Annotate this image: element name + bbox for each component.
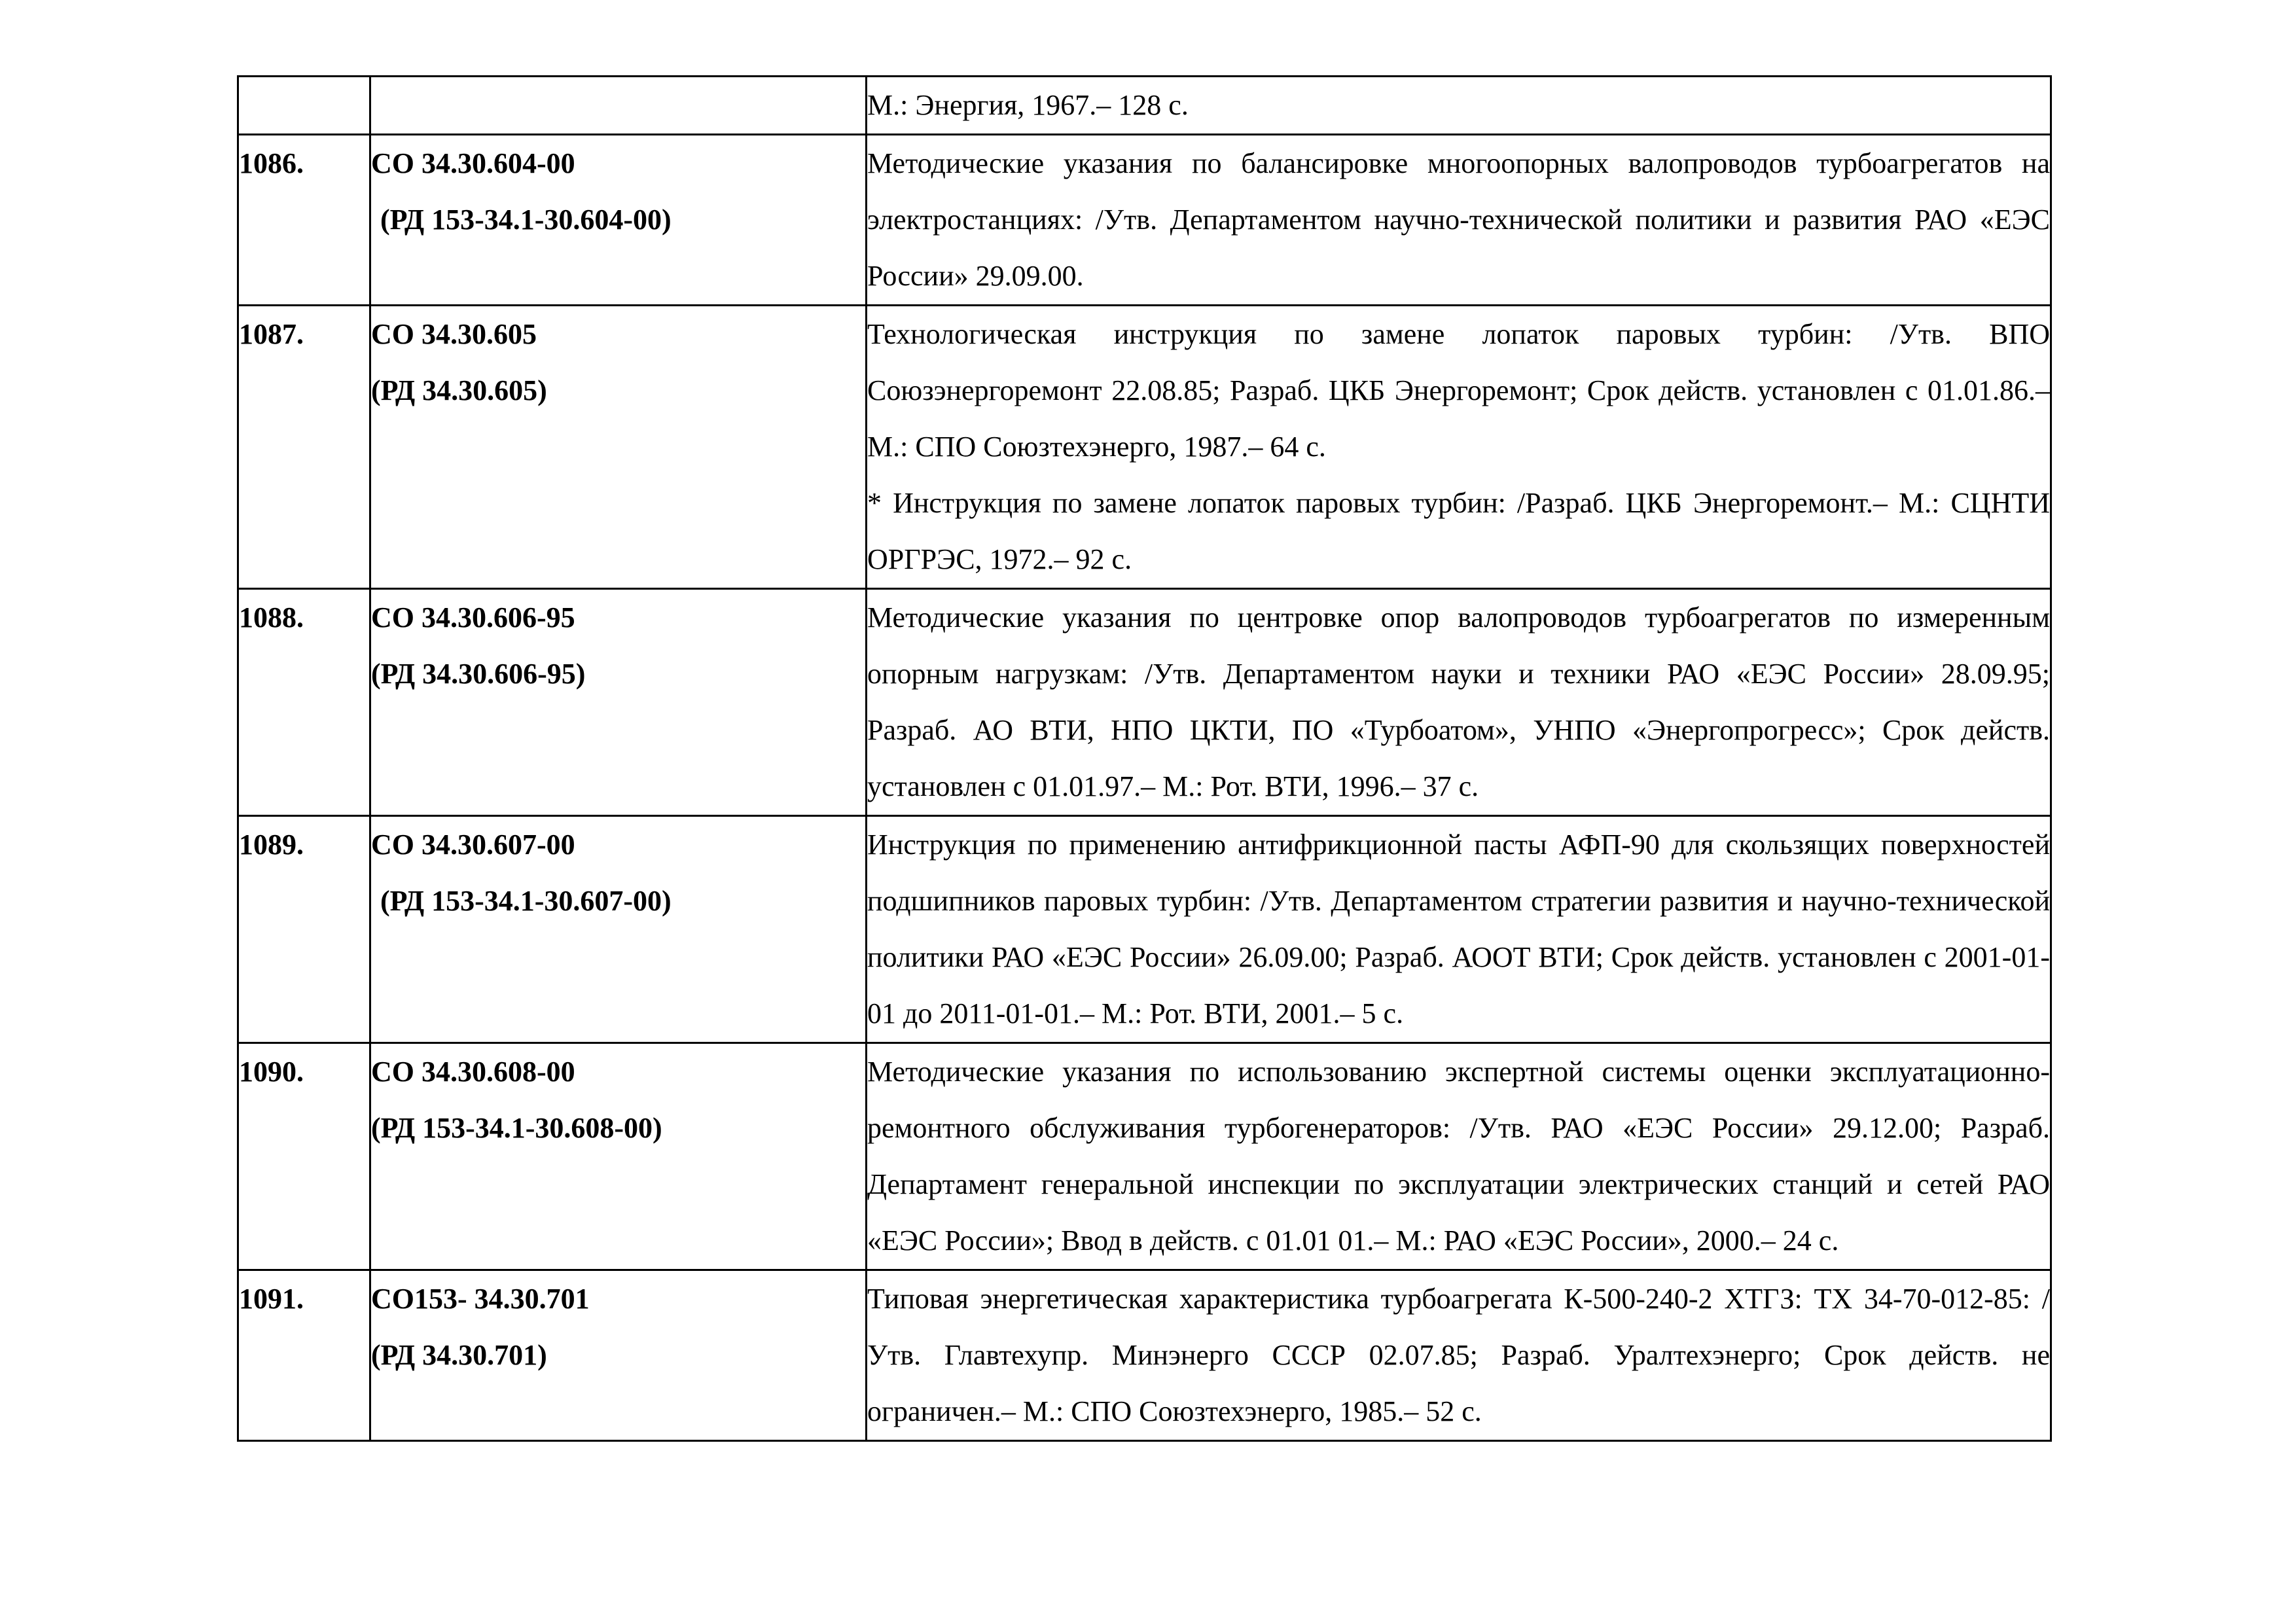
entry-number: 1089. <box>238 816 370 1043</box>
code-designation: СО 34.30.604-00 <box>371 147 575 179</box>
entry-code <box>370 306 867 589</box>
description-paragraph: * Инструкция по замене лопаток паровых турбин: /Разраб. ЦКБ Энергоремонт.– М.: СЦНТИ ОРГРЭС, 1972.– 92 с. <box>867 487 2050 575</box>
entry-code <box>370 816 867 1043</box>
code-designation: СО 34.30.605 <box>371 318 537 350</box>
code-alt-designation: (РД 153-34.1-30.608-00) <box>371 1112 662 1144</box>
table-row <box>238 77 2051 135</box>
description-paragraph: Методические указания по использованию экспертной системы оценки эксплуатационно-ремонтного обслуживания турбогенераторов: /Утв. РАО «ЕЭС России» 29.12.00; Разраб. Департамент генеральной инспекции по эксплуатации электрических станций и сетей РАО «ЕЭС России»; Ввод в действ. с 01.01 01.– М.: РАО «ЕЭС России», 2000.– 24 с. <box>867 1056 2050 1257</box>
description-paragraph: Инструкция по применению антифрикционной пасты АФП-90 для скользящих поверхностей подшипников паровых турбин: /Утв. Департаментом стратегии развития и научно-технической политики РАО «ЕЭС России» 26.09.00; Разраб. АООТ ВТИ; Срок действ. установлен с 2001-01-01 до 2011-01-01.– М.: Рот. ВТИ, 2001.– 5 с. <box>867 829 2050 1029</box>
entry-number: 1091. <box>238 1270 370 1441</box>
code-alt-designation: (РД 34.30.701) <box>371 1339 547 1371</box>
entry-number: 1090. <box>238 1043 370 1270</box>
entry-description <box>867 589 2051 816</box>
entry-number: 1086. <box>238 135 370 306</box>
description-paragraph: Методические указания по центровке опор валопроводов турбоагрегатов по измеренным опорным нагрузкам: /Утв. Департаментом науки и техники РАО «ЕЭС России» 28.09.95; Разраб. АО ВТИ, НПО ЦКТИ, ПО «Турбоатом», УНПО «Энергопрогресс»; Срок действ. установлен с 01.01.97.– М.: Рот. ВТИ, 1996.– 37 с. <box>867 601 2050 802</box>
entry-code <box>370 1270 867 1441</box>
code-designation: СО 34.30.608-00 <box>371 1056 575 1088</box>
code-alt-designation: (РД 153-34.1-30.607-00) <box>380 885 672 917</box>
code-designation: СО 34.30.606-95 <box>371 601 575 633</box>
table-row <box>238 135 2051 306</box>
table-row <box>238 1043 2051 1270</box>
entry-code <box>370 589 867 816</box>
code-designation: СО 34.30.607-00 <box>371 829 575 861</box>
entry-description <box>867 1270 2051 1441</box>
entry-description <box>867 816 2051 1043</box>
document-table <box>237 75 2052 1442</box>
entry-code <box>370 135 867 306</box>
code-alt-designation: (РД 34.30.605) <box>371 374 547 406</box>
entry-number: 1087. <box>238 306 370 589</box>
entry-number <box>238 77 370 135</box>
table-row <box>238 589 2051 816</box>
entry-description <box>867 135 2051 306</box>
description-paragraph: М.: Энергия, 1967.– 128 с. <box>867 89 1189 121</box>
entry-description <box>867 77 2051 135</box>
description-paragraph: Методические указания по балансировке многоопорных валопроводов турбоагрегатов на электростанциях: /Утв. Департаментом научно-технической политики и развития РАО «ЕЭС России» 29.09.00. <box>867 147 2050 292</box>
description-paragraph: Типовая энергетическая характеристика турбоагрегата К-500-240-2 ХТГЗ: ТХ 34-70-012-85: /Утв. Главтехупр. Минэнерго СССР 02.07.85; Разраб. Уралтехэнерго; Срок действ. не ограничен.– М.: СПО Союзтехэнерго, 1985.– 52 с. <box>867 1283 2050 1427</box>
table-row <box>238 306 2051 589</box>
entry-number: 1088. <box>238 589 370 816</box>
code-alt-designation: (РД 153-34.1-30.604-00) <box>380 204 672 236</box>
entry-description <box>867 1043 2051 1270</box>
description-paragraph: Технологическая инструкция по замене лопаток паровых турбин: /Утв. ВПО Союзэнергоремонт 22.08.85; Разраб. ЦКБ Энергоремонт; Срок действ. установлен с 01.01.86.– М.: СПО Союзтехэнерго, 1987.– 64 с. <box>867 318 2050 463</box>
entry-code <box>370 77 867 135</box>
table-row <box>238 816 2051 1043</box>
table-row <box>238 1270 2051 1441</box>
entry-description <box>867 306 2051 589</box>
code-alt-designation: (РД 34.30.606-95) <box>371 658 586 690</box>
code-designation: СО153- 34.30.701 <box>371 1283 590 1315</box>
entry-code <box>370 1043 867 1270</box>
